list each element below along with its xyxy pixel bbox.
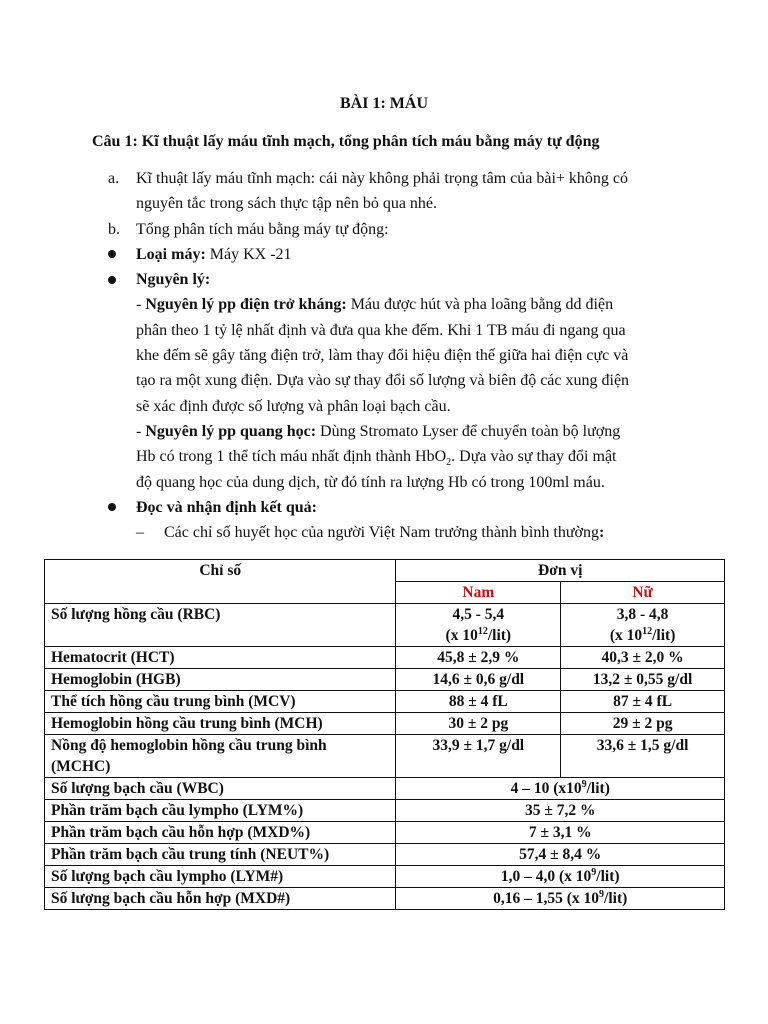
intro-colon: : bbox=[598, 524, 605, 542]
female-value: 87 ± 4 fL bbox=[561, 691, 725, 713]
reference-table bbox=[44, 559, 725, 910]
male-value bbox=[396, 604, 561, 647]
table-header-row bbox=[45, 560, 725, 582]
table-row bbox=[45, 604, 725, 647]
superscript: 9 bbox=[599, 888, 605, 900]
value-part: 1,0 – 4,0 (x 10 bbox=[500, 868, 592, 885]
impedance-line: sẽ xác định được số lượng và phân loại bạch cầu. bbox=[136, 397, 451, 415]
value-part: /lit) bbox=[596, 868, 620, 885]
question-heading: Câu 1: Kĩ thuật lấy máu tĩnh mạch, tổng phân tích máu bằng máy tự động bbox=[92, 133, 600, 150]
item-a-text: Kĩ thuật lấy máu tĩnh mạch: cái này không phải trọng tâm của bài+ không có bbox=[136, 170, 629, 187]
optical-text: Dùng Stromato Lyser để chuyển toàn bộ lượng bbox=[316, 422, 621, 440]
bullet-icon bbox=[108, 276, 116, 284]
shared-value bbox=[396, 778, 725, 800]
row-label: Thể tích hồng cầu trung bình (MCV) bbox=[45, 691, 396, 713]
principle-label: Nguyên lý: bbox=[136, 271, 211, 289]
value-part: /lit) bbox=[652, 627, 676, 644]
dash-prefix: - bbox=[136, 296, 146, 314]
table-row bbox=[45, 778, 725, 800]
shared-value bbox=[396, 866, 725, 888]
value-line bbox=[402, 625, 554, 646]
machine-label: Loại máy: bbox=[136, 245, 206, 263]
bullet-read-results bbox=[108, 495, 688, 520]
table-row bbox=[45, 647, 725, 669]
impedance-text: Máu được hút và pha loãng bằng dd điện bbox=[346, 296, 614, 314]
machine-value: Máy KX -21 bbox=[205, 245, 292, 263]
row-label: Phần trăm bạch cầu trung tính (NEUT%) bbox=[45, 844, 396, 866]
female-value: 40,3 ± 2,0 % bbox=[561, 647, 725, 669]
body-text bbox=[108, 166, 688, 545]
table-row bbox=[45, 888, 725, 910]
female-value: 13,2 ± 0,55 g/dl bbox=[561, 669, 725, 691]
male-value: 14,6 ± 0,6 g/dl bbox=[396, 669, 561, 691]
value-part: /lit) bbox=[487, 627, 512, 644]
optical-line bbox=[108, 444, 688, 469]
bullet-icon bbox=[108, 503, 116, 511]
value-part: (x 10 bbox=[445, 627, 478, 644]
female-value: 33,6 ± 1,5 g/dl bbox=[561, 735, 725, 778]
header-female: Nữ bbox=[561, 582, 725, 604]
optical-text: . Dựa vào sự thay đổi mật bbox=[451, 448, 617, 466]
value-line: 3,8 - 4,8 bbox=[616, 606, 669, 623]
optical-text: Hb có trong 1 thể tích máu nhất định thành HbO bbox=[136, 448, 447, 466]
header-unit: Đơn vị bbox=[396, 560, 725, 582]
impedance-line: tạo ra một xung điện. Dựa vào sự thay đổi số lượng và biên độ các xung điện bbox=[136, 372, 630, 390]
principle-optical bbox=[108, 419, 688, 444]
table-row bbox=[45, 713, 725, 735]
item-b bbox=[108, 217, 688, 242]
reference-intro bbox=[108, 520, 688, 545]
superscript: 12 bbox=[477, 625, 488, 637]
shared-value: 7 ± 3,1 % bbox=[396, 822, 725, 844]
dash-prefix: - bbox=[136, 422, 146, 440]
impedance-line: khe đếm sẽ gây tăng điện trở, làm thay đổi hiệu điện thế giữa hai điện cực và bbox=[136, 347, 629, 365]
bullet-principle bbox=[108, 267, 688, 292]
row-label: Số lượng bạch cầu hỗn hợp (MXD#) bbox=[45, 888, 396, 910]
label-line: Nồng độ hemoglobin hồng cầu trung bình bbox=[51, 737, 327, 754]
table-row bbox=[45, 844, 725, 866]
label-line: (MCHC) bbox=[51, 758, 111, 775]
row-label: Số lượng bạch cầu (WBC) bbox=[45, 778, 396, 800]
item-b-marker: b. bbox=[108, 220, 120, 238]
table-row bbox=[45, 735, 725, 778]
read-results-label: Đọc và nhận định kết quả: bbox=[136, 498, 317, 516]
bullet-icon bbox=[108, 250, 116, 258]
row-label: Số lượng hồng cầu (RBC) bbox=[45, 604, 396, 647]
value-part: /lit) bbox=[604, 890, 628, 907]
table-row bbox=[45, 822, 725, 844]
table-row bbox=[45, 866, 725, 888]
intro-text: Các chỉ số huyết học của người Việt Nam trưởng thành bình thường bbox=[164, 524, 599, 542]
row-label: Hemoglobin hồng cầu trung bình (MCH) bbox=[45, 713, 396, 735]
bullet-machine bbox=[108, 242, 688, 267]
row-label bbox=[45, 735, 396, 778]
optical-label: Nguyên lý pp quang học: bbox=[145, 422, 317, 440]
item-b-text: Tổng phân tích máu bằng máy tự động: bbox=[136, 220, 389, 238]
item-a bbox=[108, 166, 688, 191]
header-index: Chỉ số bbox=[45, 560, 396, 604]
shared-value: 57,4 ± 8,4 % bbox=[396, 844, 725, 866]
table-row bbox=[45, 691, 725, 713]
male-value: 33,9 ± 1,7 g/dl bbox=[396, 735, 561, 778]
impedance-line: phân theo 1 tỷ lệ nhất định và đưa qua khe đếm. Khi 1 TB máu đi ngang qua bbox=[136, 321, 626, 339]
optical-line: độ quang học của dung dịch, từ đó tính ra lượng Hb có trong 100ml máu. bbox=[136, 473, 605, 491]
row-label: Hemoglobin (HGB) bbox=[45, 669, 396, 691]
subscript: 2 bbox=[446, 457, 452, 469]
header-male: Nam bbox=[396, 582, 561, 604]
male-value: 88 ± 4 fL bbox=[396, 691, 561, 713]
shared-value: 35 ± 7,2 % bbox=[396, 800, 725, 822]
item-a-continuation: nguyên tắc trong sách thực tập nên bỏ qua nhé. bbox=[136, 195, 438, 213]
female-value bbox=[561, 604, 725, 647]
document-title: BÀI 1: MÁU bbox=[340, 95, 428, 112]
superscript: 9 bbox=[581, 778, 587, 790]
dash-marker: – bbox=[136, 524, 144, 542]
row-label: Phần trăm bạch cầu hỗn hợp (MXD%) bbox=[45, 822, 396, 844]
male-value: 30 ± 2 pg bbox=[396, 713, 561, 735]
principle-impedance bbox=[108, 292, 688, 317]
row-label: Số lượng bạch cầu lympho (LYM#) bbox=[45, 866, 396, 888]
impedance-label: Nguyên lý pp điện trở kháng: bbox=[145, 296, 347, 314]
value-line: 4,5 - 5,4 bbox=[452, 606, 505, 623]
item-a-marker: a. bbox=[108, 170, 120, 187]
value-part: /lit) bbox=[586, 780, 610, 797]
superscript: 12 bbox=[642, 625, 653, 637]
value-line bbox=[567, 625, 718, 646]
female-value: 29 ± 2 pg bbox=[561, 713, 725, 735]
table-row bbox=[45, 800, 725, 822]
row-label: Phần trăm bạch cầu lympho (LYM%) bbox=[45, 800, 396, 822]
value-part: 0,16 – 1,55 (x 10 bbox=[493, 890, 600, 907]
shared-value bbox=[396, 888, 725, 910]
male-value: 45,8 ± 2,9 % bbox=[396, 647, 561, 669]
value-part: 4 – 10 (x10 bbox=[510, 780, 582, 797]
row-label: Hematocrit (HCT) bbox=[45, 647, 396, 669]
superscript: 9 bbox=[591, 866, 597, 878]
table-row bbox=[45, 669, 725, 691]
value-part: (x 10 bbox=[609, 627, 643, 644]
